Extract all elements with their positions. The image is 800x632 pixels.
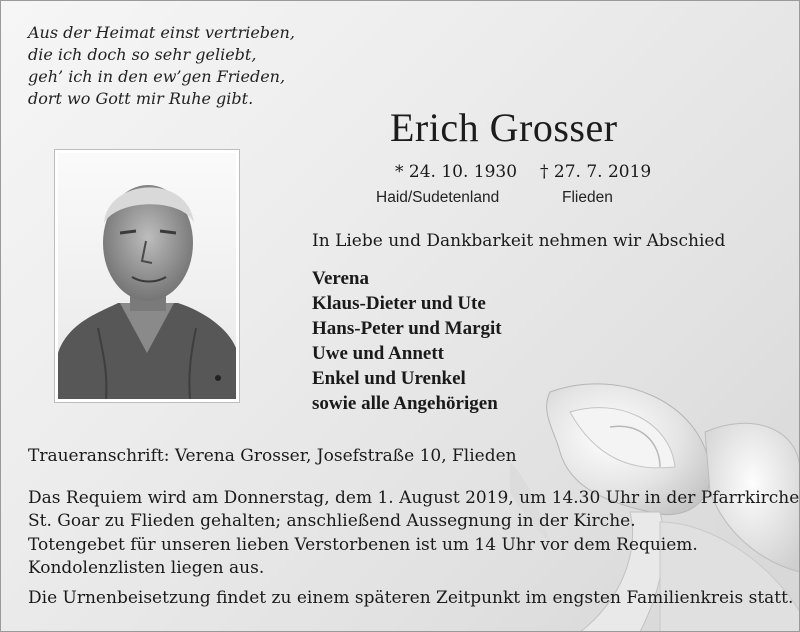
service-line: Totengebet für unseren lieben Verstorbenen ist um 14 Uhr vor dem Requiem. [28,534,698,555]
mourner: Klaus-Dieter und Ute [312,293,486,314]
birth-place: Haid/Sudetenland [376,189,500,206]
poem [28,22,295,110]
service-details [28,487,800,580]
deceased-name: Erich Grosser [390,105,618,150]
mourner: Hans-Peter und Margit [312,318,502,339]
death-date: † 27. 7. 2019 [540,162,652,182]
service-line: Kondolenzlisten liegen aus. [28,557,265,578]
mourner: sowie alle Angehörigen [312,393,498,414]
poem-line: geh’ ich in den ew’gen Frieden, [28,67,286,86]
poem-line: die ich doch so sehr geliebt, [28,45,257,64]
burial-note: Die Urnenbeisetzung findet zu einem späteren Zeitpunkt im engsten Familienkreis statt. [28,588,794,608]
poem-line: Aus der Heimat einst vertrieben, [28,23,295,42]
service-line: St. Goar zu Flieden gehalten; anschließend Aussegnung in der Kirche. [28,511,636,532]
portrait-image [58,153,236,399]
poem-line: dort wo Gott mir Ruhe gibt. [28,89,254,108]
birth-date: * 24. 10. 1930 [395,162,518,182]
portrait-photo [55,150,239,402]
mourner: Uwe und Annett [312,343,444,364]
service-line: Das Requiem wird am Donnerstag, dem 1. August 2019, um 14.30 Uhr in der Pfarrkirche [28,488,800,508]
mourner: Verena [312,268,369,289]
mourners-list [312,266,502,416]
mourner: Enkel und Urenkel [312,368,466,389]
death-place: Flieden [562,189,613,206]
mourning-address: Traueranschrift: Verena Grosser, Josefstraße 10, Flieden [28,446,517,466]
farewell-intro: In Liebe und Dankbarkeit nehmen wir Abschied [312,231,726,251]
